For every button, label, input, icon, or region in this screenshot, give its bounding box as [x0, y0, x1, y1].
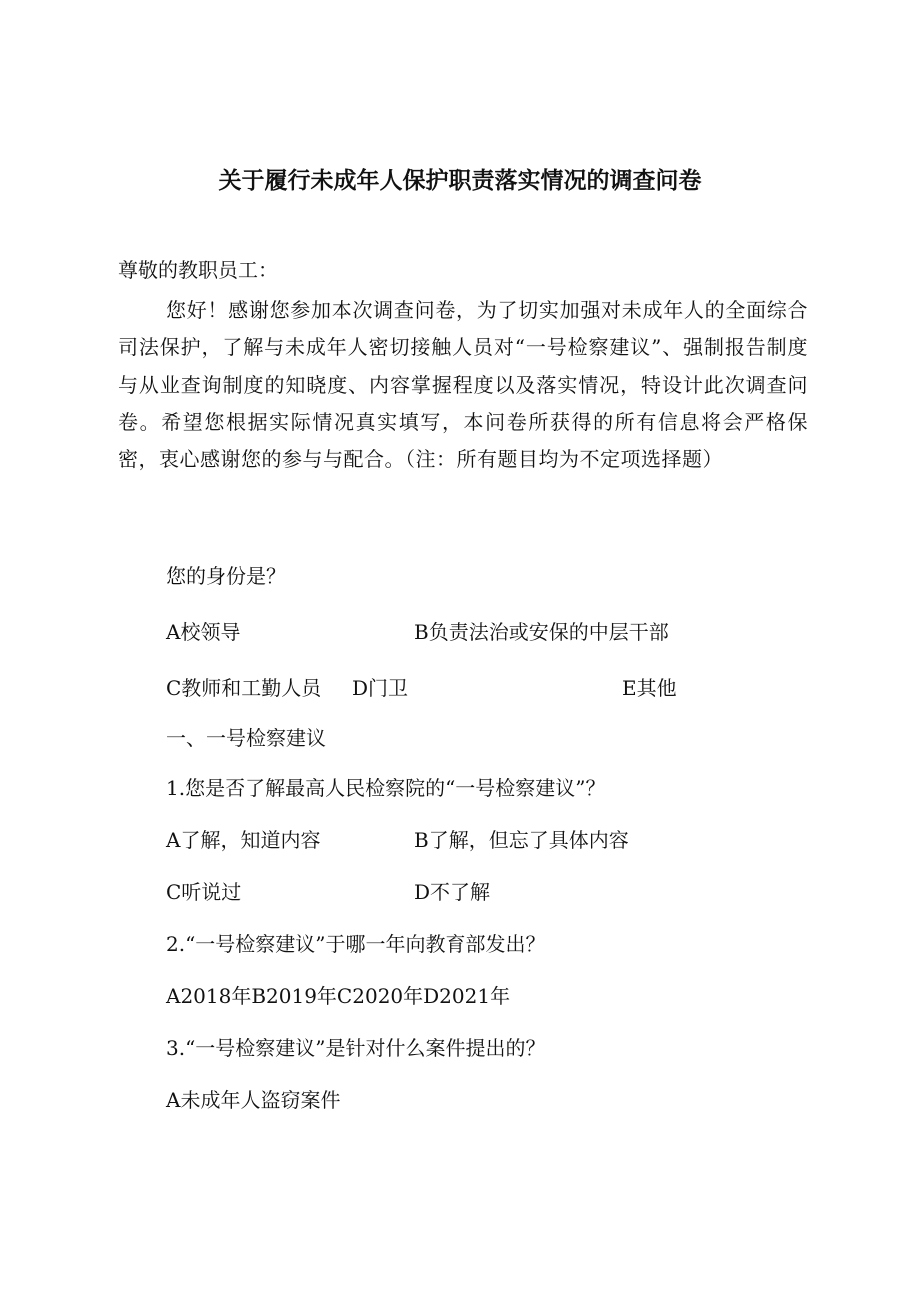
salutation: 尊敬的教职员工： — [118, 258, 278, 282]
identity-option-a: A校领导 — [166, 620, 241, 644]
identity-option-b: B负责法治或安保的中层干部 — [414, 620, 669, 644]
q2-options: A2018年B2019年C2020年D2021年 — [166, 984, 511, 1008]
intro-paragraph: 您好！感谢您参加本次调查问卷，为了切实加强对未成年人的全面综合司法保护，了解与未成年人密切接触人员对“一号检察建议”、强制报告制度与从业查询制度的知晓度、内容掌握程度以及落实情况，特设计此次调查问卷。希望您根据实际情况真实填写，本问卷所获得的所有信息将会严格保密，衷心感谢您的参与与配合。（注：所有题目均为不定项选择题） — [118, 298, 808, 472]
identity-option-d: D门卫 — [352, 676, 409, 700]
question-3: 3.“一号检察建议”是针对什么案件提出的？ — [166, 1036, 546, 1060]
q1-option-c: C听说过 — [166, 880, 242, 904]
q1-option-b: B了解，但忘了具体内容 — [414, 828, 629, 852]
identity-option-e: E其他 — [622, 676, 677, 700]
identity-option-c: C教师和工勤人员 — [166, 676, 322, 700]
q3-option-a: A未成年人盗窃案件 — [166, 1088, 341, 1112]
q1-option-a: A了解，知道内容 — [166, 828, 321, 852]
question-2: 2.“一号检察建议”于哪一年向教育部发出？ — [166, 932, 546, 956]
section1-heading: 一、一号检察建议 — [166, 726, 326, 750]
q1-option-d: D不了解 — [414, 880, 491, 904]
question-1: 1.您是否了解最高人民检察院的“一号检察建议”？ — [166, 776, 606, 800]
document-title: 关于履行未成年人保护职责落实情况的调查问卷 — [218, 168, 702, 194]
identity-question: 您的身份是？ — [166, 564, 286, 588]
